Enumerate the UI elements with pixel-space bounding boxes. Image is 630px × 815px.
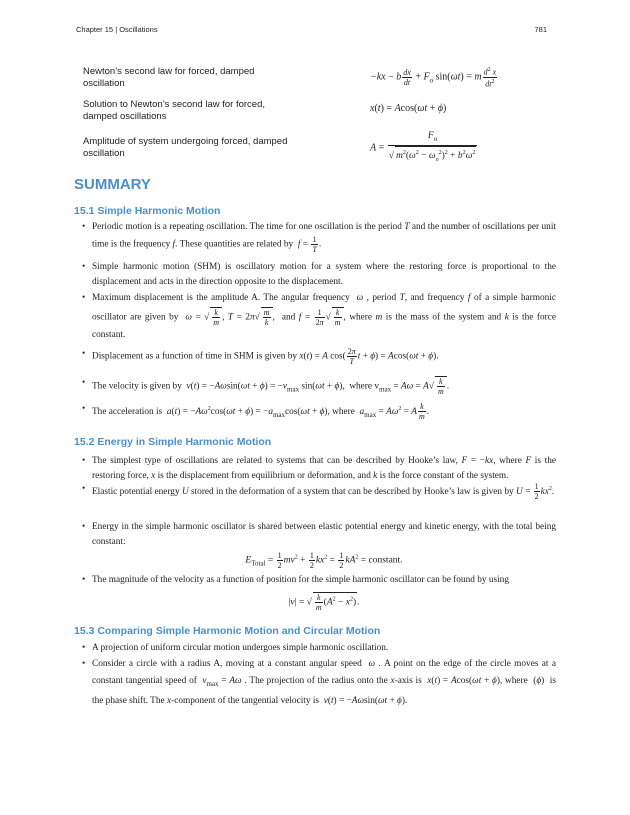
summary-heading: SUMMARY [74,176,151,193]
equation-total-energy: $E_{Total}$ = $\frac{1}{2}$ $mv^2$ + $\frac{1}{2}$ $kx^2$ = $\frac{1}{2}$ $kA^2$ = constant. [245,551,403,570]
bullet-shm-definition: • Simple harmonic motion (SHM) is oscillatory motion for a system where the restoring force is proportional to the displacement and acts in the direction opposite to the displacement. [92,260,556,290]
bullet-displacement-function: • Displacement as a function of time in SHM is given by x(t) = A cos( $\frac{2\pi}{T}$ t + ϕ) = Acos(ωt + ϕ). [92,347,556,366]
bullet-angular-frequency: • Maximum displacement is the amplitude A. The angular frequency ω , period T, and frequency f of a simple harmonic oscillator are given by ω = √ $\frac{k}{m}$ , T = 2π√ $\frac{m}{k}$ , and f = $\frac{1}{2\pi}$ √ $\frac{k}{m}$ , where m is the mass of the system and k is the force constant. [92,290,556,344]
running-header-chapter: Chapter 15 | Oscillations [76,25,158,34]
equation-damped-solution: x(t) = Acos(ωt + ϕ) [370,103,447,114]
equation-forced-amplitude: A = $\frac{F_o}{√ m^2(\omega^2 - \omega_o^2)^2 + b^2\omega^2}$ [370,130,478,166]
equation-label: Amplitude of system undergoing forced, damped oscillation [83,136,288,159]
page-number: 781 [534,25,547,34]
section-heading-15-1: 15.1 Simple Harmonic Motion [74,205,221,217]
bullet-acceleration-function: • The acceleration is $a(t) = -A\omega^2\cos(\omega t + \phi) = -a_{max}\cos(\omega t + \phi)$, where $a_{max} = A\omega^2 = A$ $\frac{k}{m}$ . [92,402,556,423]
bullet-hookes-law: • The simplest type of oscillations are related to systems that can be described by Hooke’s law, F = −kx, where F is the restoring force, x is the displacement from equilibrium or deformation, and k is the force constant of the system. [92,454,556,484]
section-heading-15-3: 15.3 Comparing Simple Harmonic Motion and Circular Motion [74,625,381,637]
section-heading-15-2: 15.2 Energy in Simple Harmonic Motion [74,436,272,448]
equation-label: Solution to Newton’s second law for forced, damped oscillations [83,99,266,122]
equation-label: Newton’s second law for forced, damped oscillation [83,66,255,89]
bullet-uniform-circular-projection: • A projection of uniform circular motion undergoes simple harmonic oscillation. [92,641,556,656]
equation-forced-damped-newton: −kx − b $\frac{dx}{dt}$ + $F_o$ sin(ωt) = m $\frac{d^2 x}{dt^2}$ [370,67,497,89]
equation-velocity-position: |v| = √ $\frac{k}{m}$ $(A^2 - x^2)$. [288,593,360,612]
bullet-elastic-potential-energy: • Elastic potential energy U stored in the deformation of a system that can be described by Hooke’s law is given by U = $\frac{1}{2}$ $kx^2$. [92,482,556,501]
bullet-velocity-function: • The velocity is given by $v(t) = -A\omega\sin(\omega t + \phi) = -v_{max}$ sin(ωt + ϕ), where $v_{max} = A\omega = A√$ $\frac{k}{m}$ . [92,376,556,398]
bullet-energy-shared: • Energy in the simple harmonic oscillator is shared between elastic potential energy and kinetic energy, with the total being constant: [92,520,556,550]
bullet-periodic-motion: • Periodic motion is a repeating oscillation. The time for one oscillation is the period T and the number of oscillations per unit time is the frequency f. These quantities are related by f = $\frac{1}{T}$ . [92,220,556,254]
bullet-circle-projection: • Consider a circle with a radius A, moving at a constant angular speed ω . A point on the edge of the circle moves at a constant tangential speed of $v_{max} = A\omega$ . The projection of the radius onto the x-axis is x(t) = Acos(ωt + ϕ), where (ϕ) is the phase shift. The x-component of the tangential velocity is v(t) = −Aωsin(ωt + ϕ). [92,656,556,710]
bullet-velocity-magnitude: • The magnitude of the velocity as a function of position for the simple harmonic oscillator can be found by using [92,573,556,588]
